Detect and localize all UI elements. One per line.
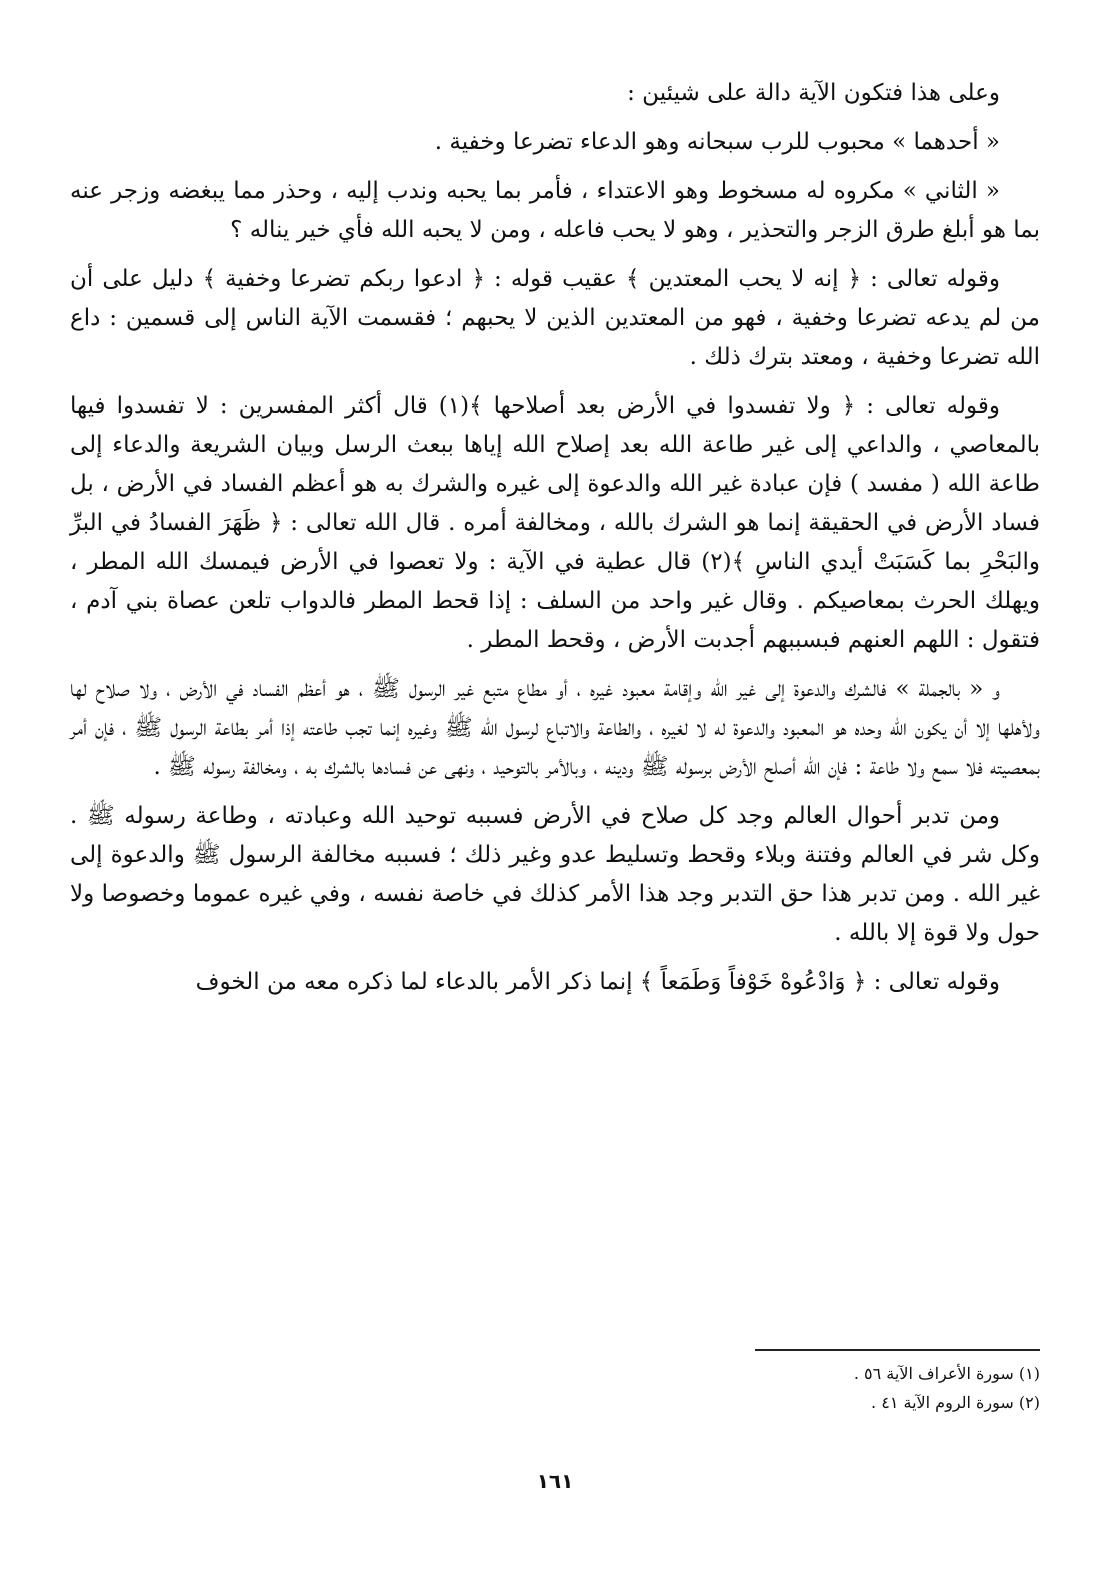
footnote-2: (٢) سورة الروم الآية ٤١ . [871,1393,1040,1412]
paragraph-8: وقوله تعالى : ﴿ وَادْعُوهْ خَوْفاً وَطَمَعاً ﴾ إنما ذكر الأمر بالدعاء لما ذكره معه من الخوف [195,969,1000,995]
footnotes [440,1359,1040,1417]
footnote-separator [755,1349,1040,1351]
paragraph-1: وعلى هذا فتكون الآية دالة على شيئين : [627,80,1000,106]
paragraph-5: وقوله تعالى : ﴿ ولا تفسدوا في الأرض بعد أصلاحها ﴾(١) قال أكثر المفسرين : لا تفسدوا فيها بالمعاصي ، والداعي إلى غير طاعة الله بعد إصلاح الله إياها ببعث الرسل وبيان الشريعة والدعاء إلى طاعة الله ( مفسد ) فإن عبادة غير الله والدعوة إلى غيره والشرك به هو أعظم الفساد في الأرض ، بل فساد الأرض في الحقيقة إنما هو الشرك بالله ، ومخالفة أمره . قال الله تعالى : ﴿ ظَهَرَ الفسادُ في البرِّ والبَحْرِ بما كَسَبَتْ أيدي الناسِ ﴾(٢) قال عطية في الآية : ولا تعصوا في الأرض فيمسك الله المطر ، ويهلك الحرث بمعاصيكم . وقال غير واحد من السلف : إذا قحط المطر فالدواب تلعن عصاة بني آدم ، فتقول : اللهم العنهم فبسببهم أجدبت الأرض ، وقحط المطر . [70,393,1040,653]
paragraph-3: « الثاني » مكروه له مسخوط وهو الاعتداء ، فأمر بما يحبه وندب إليه ، وحذر مما يبغضه وزجر عنه بما هو أبلغ طرق الزجر والتحذير ، وهو لا يحب فاعله ، ومن لا يحبه الله فأي خير يناله ؟ [70,178,1040,243]
paragraph-4: وقوله تعالى : ﴿ إنه لا يحب المعتدين ﴾ عقيب قوله : ﴿ ادعوا ربكم تضرعا وخفية ﴾ دليل على أن من لم يدعه تضرعا وخفية ، فهو من المعتدين الذين لا يحبهم ؛ فقسمت الآية الناس إلى قسمين : داع الله تضرعا وخفية ، ومعتد بترك ذلك . [70,266,1040,370]
page-content [70,74,1040,1514]
paragraph-6: و « بالجملة » فالشرك والدعوة إلى غير الله وإقامة معبود غيره ، أو مطاع متبع غير الرسول ﷺ ، هو أعظم الفساد في الأرض ، ولا صلاح لها ولأهلها إلا أن يكون الله وحده هو المعبود والدعوة له لا لغيره ، والطاعة والاتباع لرسول الله ﷺ وغيره إنما تجب طاعته إذا أمر بطاعة الرسول ﷺ ، فإن أمر بمعصيته فلا سمع ولا طاعة : فإن الله أصلح الأرض برسوله ﷺ ودينه ، وبالأمر بالتوحيد ، ونهى عن فسادها بالشرك به ، ومخالفة رسوله ﷺ . [70,676,1040,780]
paragraph-7: ومن تدبر أحوال العالم وجد كل صلاح في الأرض فسببه توحيد الله وعبادته ، وطاعة رسوله ﷺ . وكل شر في العالم وفتنة وبلاء وقحط وتسليط عدو وغير ذلك ؛ فسببه مخالفة الرسول ﷺ والدعوة إلى غير الله . ومن تدبر هذا حق التدبر وجد هذا الأمر كذلك في خاصة نفسه ، وفي غيره عموما وخصوصا ولا حول ولا قوة إلا بالله . [70,803,1040,946]
page-number: ١٦١ [536,1469,574,1493]
footnote-1: (١) سورة الأعراف الآية ٥٦ . [853,1364,1040,1383]
paragraph-2: « أحدهما » محبوب للرب سبحانه وهو الدعاء تضرعا وخفية . [434,129,1000,155]
